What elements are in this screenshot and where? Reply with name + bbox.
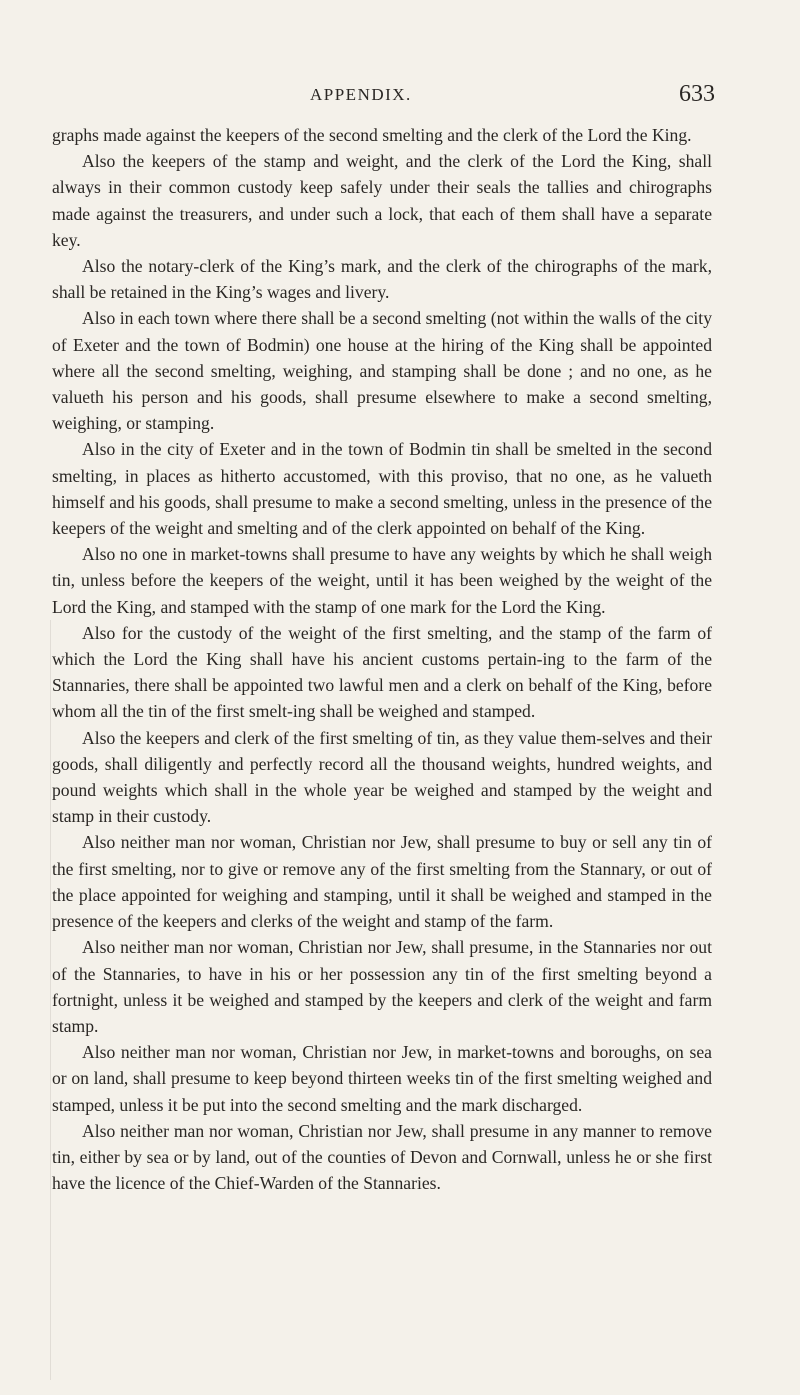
running-title: APPENDIX.	[310, 85, 412, 104]
paragraph: Also the keepers of the stamp and weight, and the clerk of the Lord the King, shall always in their common custody keep safely under their seals the tallies and chirographs made against the treasurers, and under such a lock, that each of them shall have a separate key.	[52, 151, 712, 250]
body-text	[52, 122, 712, 1196]
running-head	[0, 81, 800, 115]
paragraph: Also the notary-clerk of the King’s mark, and the clerk of the chirographs of the mark, shall be retained in the King’s wages and livery.	[52, 256, 712, 303]
paragraph: Also no one in market-towns shall presume to have any weights by which he shall weigh tin, unless before the keepers of the weight, until it has been weighed by the weight of the Lord the King, and stamped with the stamp of one mark for the Lord the King.	[52, 544, 712, 617]
paragraph: Also in the city of Exeter and in the town of Bodmin tin shall be smelted in the second smelting, in places as hitherto accustomed, with this proviso, that no one, as he valueth himself and his goods, shall presume to make a second smelting, unless in the presence of the keepers of the weight and smelting and of the clerk appointed on behalf of the King.	[52, 439, 712, 539]
paragraph: Also neither man nor woman, Christian nor Jew, shall presume, in the Stannaries nor out of the Stannaries, to have in his or her possession any tin of the first smelting beyond a fortnight, unless it be weighed and stamped by the keepers and clerk of the weight and farm stamp.	[52, 937, 712, 1036]
paragraph-continuation: graphs made against the keepers of the second smelting and the clerk of the Lord the King.	[52, 125, 692, 145]
paragraph: Also for the custody of the weight of the first smelting, and the stamp of the farm of which the Lord the King shall have his ancient customs pertain-ing to the farm of the Stannaries, there shall be appointed two lawful men and a clerk on behalf of the King, before whom all the tin of the first smelt-ing shall be weighed and stamped.	[52, 622, 712, 722]
page-crease	[50, 620, 51, 1380]
paragraph: Also neither man nor woman, Christian nor Jew, in market-towns and boroughs, on sea or on land, shall presume to keep beyond thirteen weeks tin of the first smelting weighed and stamped, unless it be put into the second smelting and the mark discharged.	[52, 1042, 712, 1115]
paragraph: Also neither man nor woman, Christian nor Jew, shall presume to buy or sell any tin of the first smelting, nor to give or remove any of the first smelting from the Stannary, or out of the place appointed for weighing and stamping, until it shall be weighed and stamped in the presence of the keepers and clerks of the weight and stamp of the farm.	[52, 832, 712, 932]
page-number: 633	[679, 81, 715, 107]
paragraph: Also neither man nor woman, Christian nor Jew, shall presume in any manner to remove tin, either by sea or by land, out of the counties of Devon and Cornwall, unless he or she first have the licence of the Chief-Warden of the Stannaries.	[52, 1120, 712, 1194]
paragraph: Also in each town where there shall be a second smelting (not within the walls of the city of Exeter and the town of Bodmin) one house at the hiring of the King shall be appointed where all the second smelting, weighing, and stamping shall be done ; and no one, as he valueth his person and his goods, shall presume elsewhere to make a second smelting, weighing, or stamping.	[52, 308, 712, 434]
paragraph: Also the keepers and clerk of the first smelting of tin, as they value them-selves and their goods, shall diligently and perfectly record all the thousand weights, hundred weights, and pound weights which shall in the whole year be weighed and stamped by the weight and stamp in their custody.	[52, 727, 712, 827]
